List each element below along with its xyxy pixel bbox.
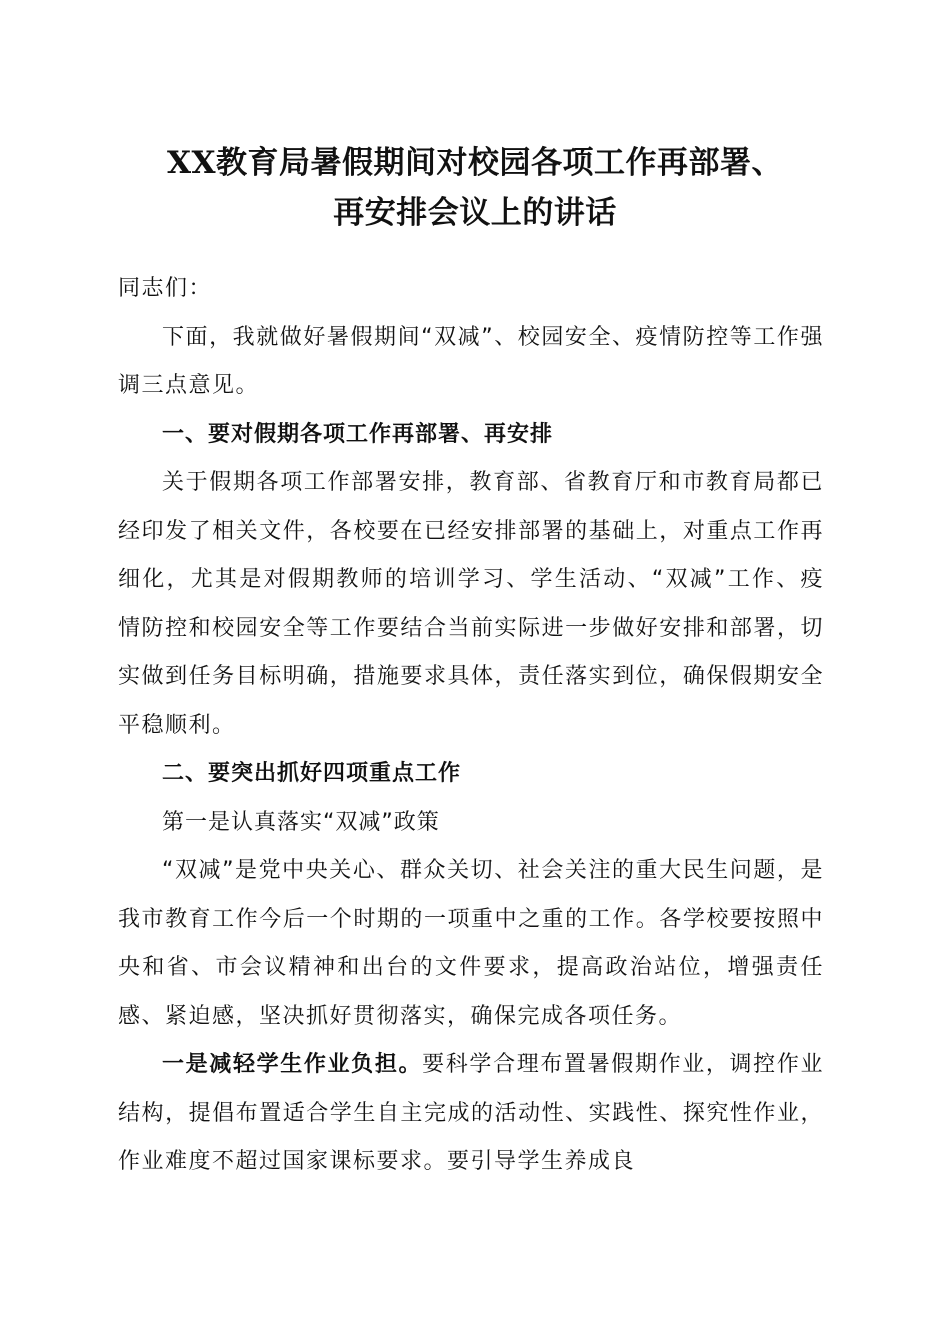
section-1-paragraph: 关于假期各项工作部署安排，教育部、省教育厅和市教育局都已经印发了相关文件，各校要在已经安排部署的基础上，对重点工作再细化，尤其是对假期教师的培训学习、学生活动、“双减”工作、疫情防控和校园安全等工作要结合当前实际进一步做好安排和部署，切实做到任务目标明确，措施要求具体，责任落实到位，确保假期安全平稳顺利。 bbox=[118, 470, 824, 738]
title-line-1: XX教育局暑假期间对校园各项工作再部署、 bbox=[166, 145, 784, 181]
document-body bbox=[118, 265, 824, 1187]
document-title bbox=[90, 138, 860, 238]
point-1-text: 要科学合理布置暑假期作业，调控作业结构，提倡布置适合学生自主完成的活动性、实践性、探究性作业，作业难度不超过国家课标要求。要引导学生养成良 bbox=[118, 1052, 824, 1174]
point-1-paragraph bbox=[118, 1041, 824, 1187]
intro-paragraph: 下面，我就做好暑假期间“双减”、校园安全、疫情防控等工作强调三点意见。 bbox=[118, 324, 824, 398]
point-1-lead: 一是减轻学生作业负担。 bbox=[162, 1052, 423, 1077]
section-1-heading: 一、要对假期各项工作再部署、再安排 bbox=[162, 421, 554, 447]
subsection-1-heading: 第一是认真落实“双减”政策 bbox=[162, 809, 440, 835]
subsection-1-paragraph: “双减”是党中央关心、群众关切、社会关注的重大民生问题，是我市教育工作今后一个时期的一项重中之重的工作。各学校要按照中央和省、市会议精神和出台的文件要求，提高政治站位，增强责任感、紧迫感，坚决抓好贯彻落实，确保完成各项任务。 bbox=[118, 858, 824, 1029]
section-2-heading: 二、要突出抓好四项重点工作 bbox=[162, 761, 462, 786]
title-line-2: 再安排会议上的讲话 bbox=[333, 195, 617, 231]
salutation: 同志们： bbox=[118, 276, 213, 301]
